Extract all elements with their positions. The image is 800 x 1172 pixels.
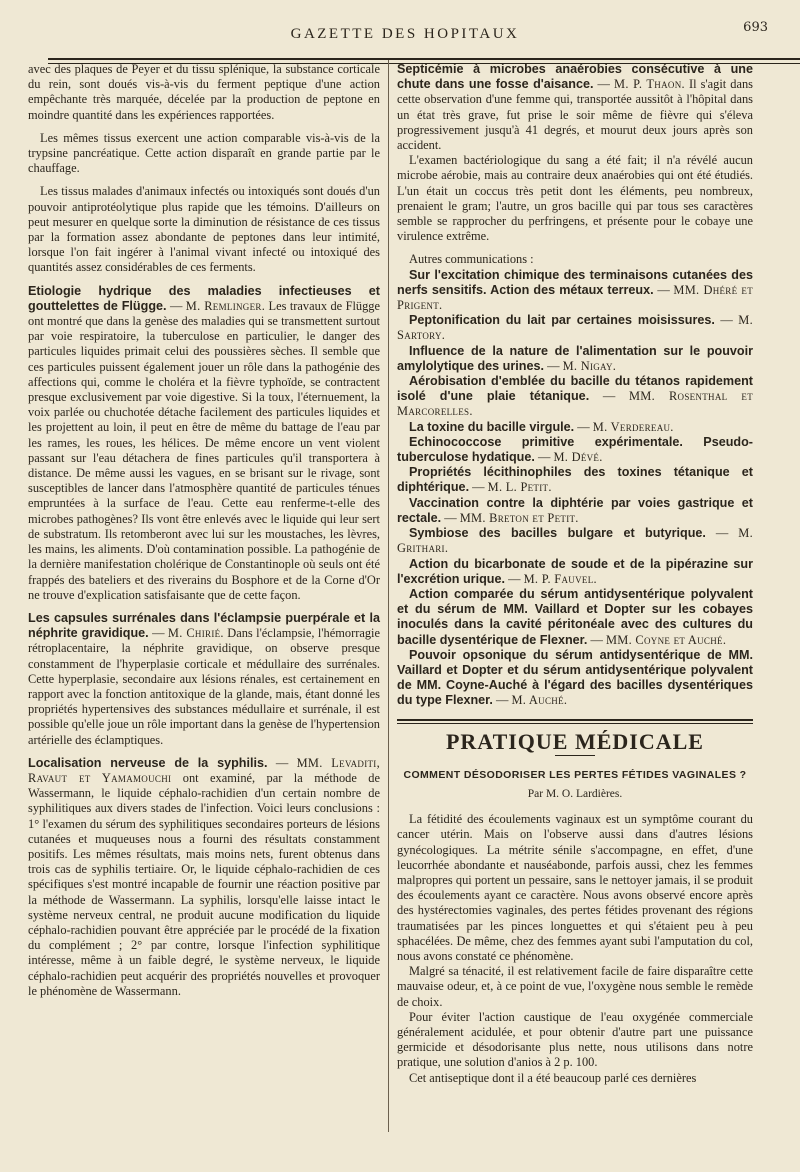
article-title: Etiologie hydrique des maladies infectieuses et gouttelettes de Flügge. — [28, 283, 380, 313]
communication-title: Pouvoir opsonique du sérum antidysentérique de MM. Vaillard et Dopter et du sérum antidysentérique polyvalent de MM. Coyne-Auché à l'égard des bacilles dysentériques du type Flexner. — [397, 647, 753, 708]
communication-item: Peptonification du lait par certaines moisissures. — M. Sartory. — [397, 313, 753, 343]
communication-title: La toxine du bacille virgule. — [409, 419, 575, 434]
communication-title: Echinococcose primitive expérimentale. Pseudo-tuberculose hydatique. — [397, 434, 753, 465]
communication-author: M. L. Petit. — [487, 480, 552, 495]
article-septicemie: Septicémie à microbes anaérobies consécutive à une chute dans une fosse d'aisance. — M. P. Thaon. Il s'agit dans cette observation d'une femme qui, transportée aussitôt à l'hôpital dans un état très grave, fut prise le soir même de fièvre qui s'éleva progressivement jusqu'à 41 degrés, et mourut deux jours après son accident. — [397, 62, 753, 153]
communication-title: Influence de la nature de l'alimentation sur le pouvoir amylolytique des urines. — [397, 343, 753, 373]
communication-item: Pouvoir opsonique du sérum antidysentérique de MM. Vaillard et Dopter et du sérum antidysentérique polyvalent de MM. Coyne-Auché à l'égard des bacilles dysentériques du type Flexner. — M. Auché. — [397, 647, 753, 708]
paragraph: L'examen bactériologique du sang a été fait; il n'a révélé aucun microbe aérobie, mais au contraire deux anaérobies qui ont été étudiés. L'un était un coccus très petit dont les éléments, peu nombreux, prenaient le gram; l'autre, un gros bacille qui par tous ses caractères semble se rapprocher du perfringens, et présente pour le cobaye une virulence extrême. — [397, 153, 753, 244]
header-rule — [48, 58, 800, 60]
practice-article-title: COMMENT DÉSODORISER LES PERTES FÉTIDES VAGINALES ? — [403, 768, 747, 781]
paragraph: La fétidité des écoulements vaginaux est un symptôme courant du cancer utérin. Mais on l'observe aussi dans d'autres lésions gynécologiques. La métrite sénile s'accompagne, en effet, d'une leucorrhée abondante et nauséabonde, parfois aussi, chez les femmes malpropres qui portent un pessaire, sans le nettoyer jamais, il se produit des écoulements ayant ce caractère. Nous avons observé encore après des hystérectomies vaginales, des pertes fétides provenant des régions traumatisées par les pinces longuettes et qui s'étaient peu à peu sphacélées. De même, chez des femmes ayant subi l'amputation du col, nous avons constaté ce phénomène. — [397, 812, 753, 963]
section-rule-thin — [397, 723, 753, 724]
article-syphilis: Localisation nerveuse de la syphilis. — MM. Levaditi, Ravaut et Yamamouchi ont examiné, par la méthode de Wassermann, le liquide céphalo-rachidien d'un certain nombre de syphilitiques aux divers stades de l'infection. Voici leurs conclusions : 1° l'examen du sérum des syphilitiques secondaires porteurs de lésions cutanées et muqueuses nous a fourni des résultats constamment positifs. Les mêmes résultats, mais moins nets, furent obtenus dans trois cas de syphilis tertiaire. Or, le liquide céphalo-rachidien de ces spécifiques s'est montré incapable de fournir une réaction positive par la méthode de Wassermann. La syphilis, lorsqu'elle laisse intact le système nerveux central, ne produit aucune modification du liquide céphalo-rachidien pouvant être appréciée par le procédé de la fixation du complément ; 2° par contre, lorsque l'infection syphilitique intéresse, même à un faible degré, le système nerveux, le liquide céphalo-rachidien peut acquérir des propriétés nouvelles et provoquer le phénomène de Wassermann. — [28, 755, 381, 998]
section-title-underline — [555, 755, 595, 756]
article-capsules: Les capsules surrénales dans l'éclampsie puerpérale et la néphrite gravidique. — M. Chirié. Dans l'éclampsie, l'hémorragie rétroplacentaire, la néphrite gravidique, on observe presque constamment de l'hyperplasie corticale et médullaire des surrénales. Cette hyperplasie, secondaire aux lésions rénales, est certainement en rapport avec la fonction antitoxique de la glande, mais, étant donné les propriétés hypertensives des substances médullaire et surrénale, il est possible qu'elle joue un rôle important dans la genèse de l'hypertension artérielle des éclamptiques. — [28, 610, 381, 747]
communication-author: MM. Breton et Petit. — [459, 510, 579, 525]
article-title: Localisation nerveuse de la syphilis. — [28, 755, 268, 770]
article-author: MM. Levaditi, Ravaut et Yamamouchi — [28, 755, 381, 785]
article-title: Septicémie à microbes anaérobies consécutive à une chute dans une fosse d'aisance. — [397, 62, 753, 92]
paragraph: Cet antiseptique dont il a été beaucoup parlé ces dernières — [409, 1070, 697, 1085]
communication-item: La toxine du bacille virgule. — M. Verdereau. — [409, 419, 674, 434]
communication-item: Echinococcose primitive expérimentale. Pseudo-tuberculose hydatique. — M. Dévé. — [397, 434, 753, 465]
left-column — [28, 62, 380, 1007]
communication-author: MM. Rosenthal et Marcorelles. — [397, 389, 753, 419]
communication-item: Influence de la nature de l'alimentation sur le pouvoir amylolytique des urines. — M. Nigay. — [397, 343, 753, 373]
communication-title: Sur l'excitation chimique des terminaisons cutanées des nerfs sensitifs. Action des métaux terreux. — [397, 267, 753, 297]
communication-author: M. Verdereau. — [592, 419, 674, 434]
paragraph: Les mêmes tissus exercent une action comparable vis-à-vis de la trypsine pancréatique. Cette action disparaît en grande partie par le chauffage. — [28, 130, 380, 176]
article-etiologie: Etiologie hydrique des maladies infectieuses et gouttelettes de Flügge. — M. Remlinger. Les travaux de Flügge ont montré que dans la genèse des maladies qui se transmettent surtout par voie respiratoire, la tuberculose en particulier, le danger des particules liquides primait celui des poussières sèches. Il semble que ces particules puissent également jouer un rôle dans la pathogénie des affections qui, comme le choléra et la fièvre typhoïde, se contractent presque exclusivement par voie digestive. Si la toux, l'éternuement, la voix parlée ou chuchotée détache facilement des particules liquides et les projettent au loin, il peut en être de même du battage de l'eau par les rames, les roues, les hélices. De même encore un vent violent passant sur l'eau détachera de fines particules qu'il transportera à distance. De même aussi les vagues, en se brisant sur le rivage, sont susceptibles de lancer dans l'atmosphère quantité de particules ténues empruntées à la surface de l'eau. Cette eau renferme-t-elle des microbes pathogènes? Ils vont être enlevés avec le liquide qui leur sert de substratum. Ils retomberont avec lui sur les moustaches, les lèvres, les mains, les aliments. D'où contamination possible. La pathogénie de la dernière manifestation cholérique de Constantinople où seuls ont été frappés des bateliers et des riverains du Bosphore et de la Corne d'Or ne trouve d'explication satisfaisante que de cette façon. — [28, 283, 380, 602]
section-title: PRATIQUE MÉDICALE — [445, 728, 704, 754]
article-text: Les travaux de Flügge ont montré que dans la genèse des maladies qui se transmettent surtout par voie respiratoire, la tuberculose en particulier, le danger des particules liquides primait celui des poussières sèches. Il semble que ces particules puissent également jouer un rôle dans la pathogénie des affections qui, comme le choléra et la fièvre typhoïde, se contractent presque exclusivement par voie digestive. Si la toux, l'éternuement, la voix parlée ou chuchotée détache facilement des particules liquides et les projettent au loin, il peut en être de même du battage de l'eau par les rames, les roues, les hélices. De même encore un vent violent passant sur l'eau détachera de fines particules qu'il transportera à distance. De même aussi les vagues, en se brisant sur le rivage, sont susceptibles de lancer dans l'atmosphère quantité de particules ténues empruntées à la surface de l'eau. Cette eau renferme-t-elle des microbes pathogènes? Ils vont être enlevés avec le liquide qui leur sert de substratum. Ils retomberont avec lui sur les moustaches, les lèvres, les mains, les aliments. D'où contamination possible. La pathogénie de la dernière manifestation cholérique de Constantinople où seuls ont été frappés des bateliers et des riverains du Bosphore et de la Corne d'Or ne trouve d'explication satisfaisante que de cette façon. — [28, 298, 380, 602]
communication-author: M. Dévé. — [553, 450, 603, 465]
communication-item: Action comparée du sérum antidysentérique polyvalent et du sérum de MM. Vaillard et Dopter sur les cobayes inoculés dans la cavité péritonéale avec des cultures du bacille dysentérique de Flexner. — MM. Coyne et Auché. — [397, 586, 753, 647]
communication-title: Action du bicarbonate de soude et de la pipérazine sur l'excrétion urique. — [397, 556, 753, 586]
communication-item: Sur l'excitation chimique des terminaisons cutanées des nerfs sensitifs. Action des métaux terreux. — MM. Dhéré et Prigent. — [397, 267, 753, 313]
communication-title: Peptonification du lait par certaines moisissures. — [409, 313, 715, 328]
communication-item: Action du bicarbonate de soude et de la pipérazine sur l'excrétion urique. — M. P. Fauvel. — [397, 556, 753, 586]
communication-item: Symbiose des bacilles bulgare et butyrique. — M. Grithari. — [397, 526, 753, 556]
paragraph: Malgré sa ténacité, il est relativement facile de faire disparaître cette mauvaise odeur, et, à ce point de vue, l'oxygène nous semble le remède de choix. — [397, 964, 753, 1009]
communication-title: Aérobisation d'emblée du bacille du tétanos rapidement isolé d'une plaie tétanique. — [397, 374, 753, 404]
article-text: ont examiné, par la méthode de Wassermann, le liquide céphalo-rachidien d'un certain nombre de syphilitiques aux divers stades de l'infection. Voici leurs conclusions : 1° l'examen du sérum des syphilitiques secondaires porteurs de lésions cutanées et muqueuses nous a fourni des résultats constamment positifs. Les mêmes résultats, mais moins nets, furent obtenus dans trois cas de syphilis tertiaire. Or, le liquide céphalo-rachidien de ces spécifiques s'est montré incapable de fournir une réaction positive par la méthode de Wassermann. La syphilis, lorsqu'elle laisse intact le système nerveux central, ne produit aucune modification du liquide céphalo-rachidien pouvant être appréciée par le procédé de la fixation du complément ; 2° par contre, lorsque l'infection syphilitique intéresse, même à un faible degré, le système nerveux, le liquide céphalo-rachidien peut acquérir des propriétés nouvelles et provoquer le phénomène de Wassermann. — [28, 770, 380, 998]
communication-author: M. Auché. — [511, 693, 568, 708]
communication-author: M. Grithari. — [397, 526, 753, 556]
article-text: Il s'agit dans cette observation d'une femme qui, transportée aussitôt à l'hôpital dans un état très grave, fut prise le soir même de fièvre qui s'éleva progressivement jusqu'à 41 degrés, et mourut deux jours après son accident. — [397, 77, 753, 153]
journal-title: GAZETTE DES HOPITAUX — [290, 26, 520, 42]
communication-title: Symbiose des bacilles bulgare et butyrique. — [409, 526, 706, 541]
other-communications-label: Autres communications : — [409, 252, 534, 267]
article-title: Les capsules surrénales dans l'éclampsie puerpérale et la néphrite gravidique. — [28, 610, 380, 641]
section-rule — [397, 719, 753, 721]
paragraph: avec des plaques de Peyer et du tissu splénique, la substance corticale du rein, sont doués vis-à-vis du ferment peptique d'une action empêchante très marquée, décelée par la production de peptone en moindre quantité dans les expériences rapportées. — [28, 62, 380, 122]
communication-author: M. Nigay. — [562, 358, 617, 373]
communication-author: MM. Dhéré et Prigent. — [397, 282, 753, 313]
right-column — [397, 62, 753, 1086]
communication-title: Vaccination contre la diphtérie par voies gastrique et rectale. — [397, 495, 753, 525]
communication-title: Action comparée du sérum antidysentérique polyvalent et du sérum de MM. Vaillard et Dopter sur les cobayes inoculés dans la cavité péritonéale avec des cultures du bacille dysentérique de Flexner. — [397, 586, 753, 647]
article-author: M. P. Thaon. — [614, 77, 685, 92]
article-author: M. Chirié. — [167, 626, 224, 641]
practice-article-byline: Par M. O. Lardières. — [527, 787, 623, 800]
communication-author: M. Sartory. — [397, 313, 753, 343]
communication-author: M. P. Fauvel. — [523, 571, 597, 586]
paragraph: Les tissus malades d'animaux infectés ou intoxiqués sont doués d'un pouvoir antiprotéolytique plus rapide que les témoins. D'ailleurs on peut mesurer en quelque sorte la diminution de résistance de ces tissus par la formation assez abondante de peptones dans leur intimité, lorsque l'on fait ingérer à l'animal vivant infecté ou intoxiqué des quantités assez considérables de ces ferments. — [28, 184, 380, 275]
paragraph: Pour éviter l'action caustique de l'eau oxygénée commerciale généralement acidulée, et pour obtenir d'autre part une puissance germicide et désodorisante plus nette, nous utilisons dans notre pratique, une solution d'anios à 2 p. 100. — [397, 1009, 753, 1070]
communication-item: Propriétés lécithinophiles des toxines tétanique et diphtérique. — M. L. Petit. — [397, 465, 753, 495]
communication-author: MM. Coyne et Auché. — [605, 632, 727, 647]
article-text: Dans l'éclampsie, l'hémorragie rétroplacentaire, la néphrite gravidique, on observe presque constamment de l'hyperplasie corticale et médullaire des surrénales. Cette hyperplasie, secondaire aux lésions rénales, est certainement en rapport avec la fonction antitoxique de la glande, mais, étant donné les propriétés hypertensives des substances médullaire et surrénale, il est possible qu'elle joue un rôle important dans la genèse de l'hypertension artérielle des éclamptiques. — [28, 626, 381, 747]
page-number: 693 — [743, 20, 768, 35]
communication-item: Aérobisation d'emblée du bacille du tétanos rapidement isolé d'une plaie tétanique. — MM. Rosenthal et Marcorelles. — [397, 374, 753, 419]
communication-title: Propriétés lécithinophiles des toxines tétanique et diphtérique. — [397, 465, 753, 495]
column-divider — [388, 60, 389, 1132]
communication-item: Vaccination contre la diphtérie par voies gastrique et rectale. — MM. Breton et Petit. — [397, 495, 753, 525]
running-head — [20, 18, 790, 52]
article-author: M. Remlinger. — [185, 298, 266, 313]
